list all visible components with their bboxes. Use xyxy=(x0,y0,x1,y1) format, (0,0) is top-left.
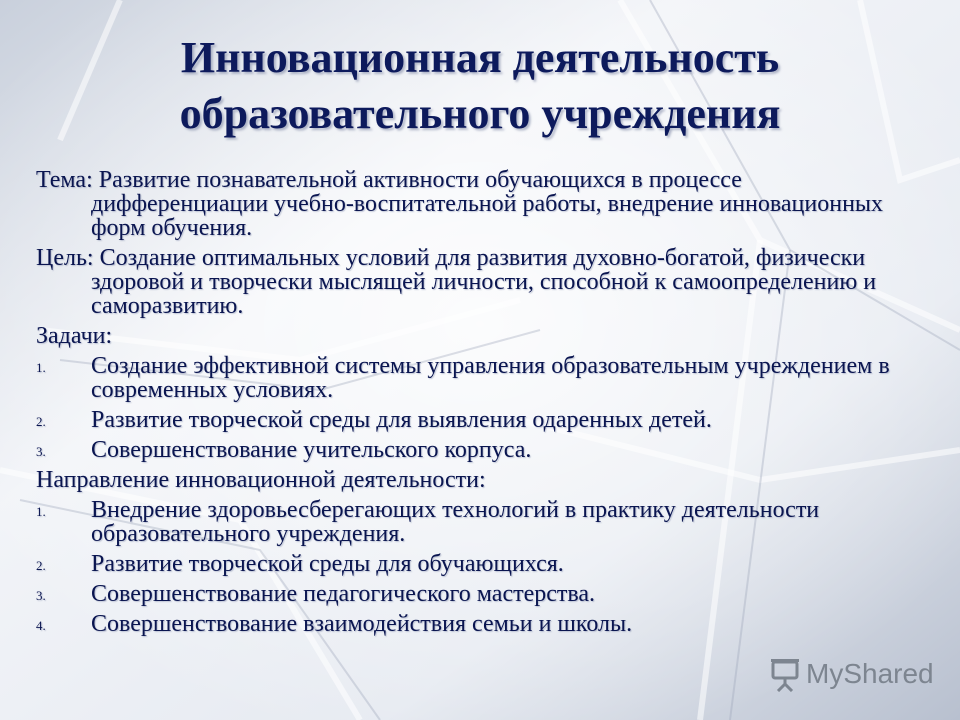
list-item-text: Создание эффективной системы управления образовательным учреждением в современных условиях. xyxy=(91,353,890,403)
list-item-text: Совершенствование педагогического мастерства. xyxy=(91,581,596,607)
list-number: 2. xyxy=(36,414,46,429)
goal-paragraph: Цель: Создание оптимальных условий для развития духовно-богатой, физически здоровой и творчески мыслящей личности, способной к самоопределению и саморазвитию. xyxy=(36,245,877,319)
list-item-text: Развитие творческой среды для выявления одаренных детей. xyxy=(91,407,712,433)
direction-item xyxy=(36,582,916,606)
title-line-2: образовательного учреждения xyxy=(179,89,781,138)
direction-item xyxy=(36,498,916,546)
task-item xyxy=(36,438,916,462)
list-item-text: Внедрение здоровьесберегающих технологий в практику деятельности образовательного учреждения. xyxy=(91,497,820,547)
list-number: 3. xyxy=(36,588,46,603)
list-item-text: Совершенствование учительского корпуса. xyxy=(91,437,532,463)
slide-title xyxy=(40,30,920,142)
list-number: 4. xyxy=(36,618,46,633)
task-item xyxy=(36,408,916,432)
task-item xyxy=(36,354,916,402)
list-item-text: Совершенствование взаимодействия семьи и школы. xyxy=(91,611,633,637)
list-number: 1. xyxy=(36,504,46,519)
watermark-text: MyShared xyxy=(806,658,934,689)
topic-paragraph: Тема: Развитие познавательной активности обучающихся в процессе дифференциации учебно-воспитательной работы, внедрение инновационных форм обучения. xyxy=(36,167,884,241)
list-number: 2. xyxy=(36,558,46,573)
list-item-text: Развитие творческой среды для обучающихся. xyxy=(91,551,564,577)
direction-item xyxy=(36,612,916,636)
title-line-1: Инновационная деятельность xyxy=(180,33,780,82)
watermark-logo xyxy=(770,656,934,696)
list-number: 1. xyxy=(36,360,46,375)
direction-item xyxy=(36,552,916,576)
slide-body xyxy=(36,168,916,642)
list-number: 3. xyxy=(36,444,46,459)
presentation-board-icon xyxy=(770,658,800,692)
tasks-heading: Задачи: xyxy=(36,323,113,349)
directions-heading: Направление инновационной деятельности: xyxy=(36,467,486,493)
